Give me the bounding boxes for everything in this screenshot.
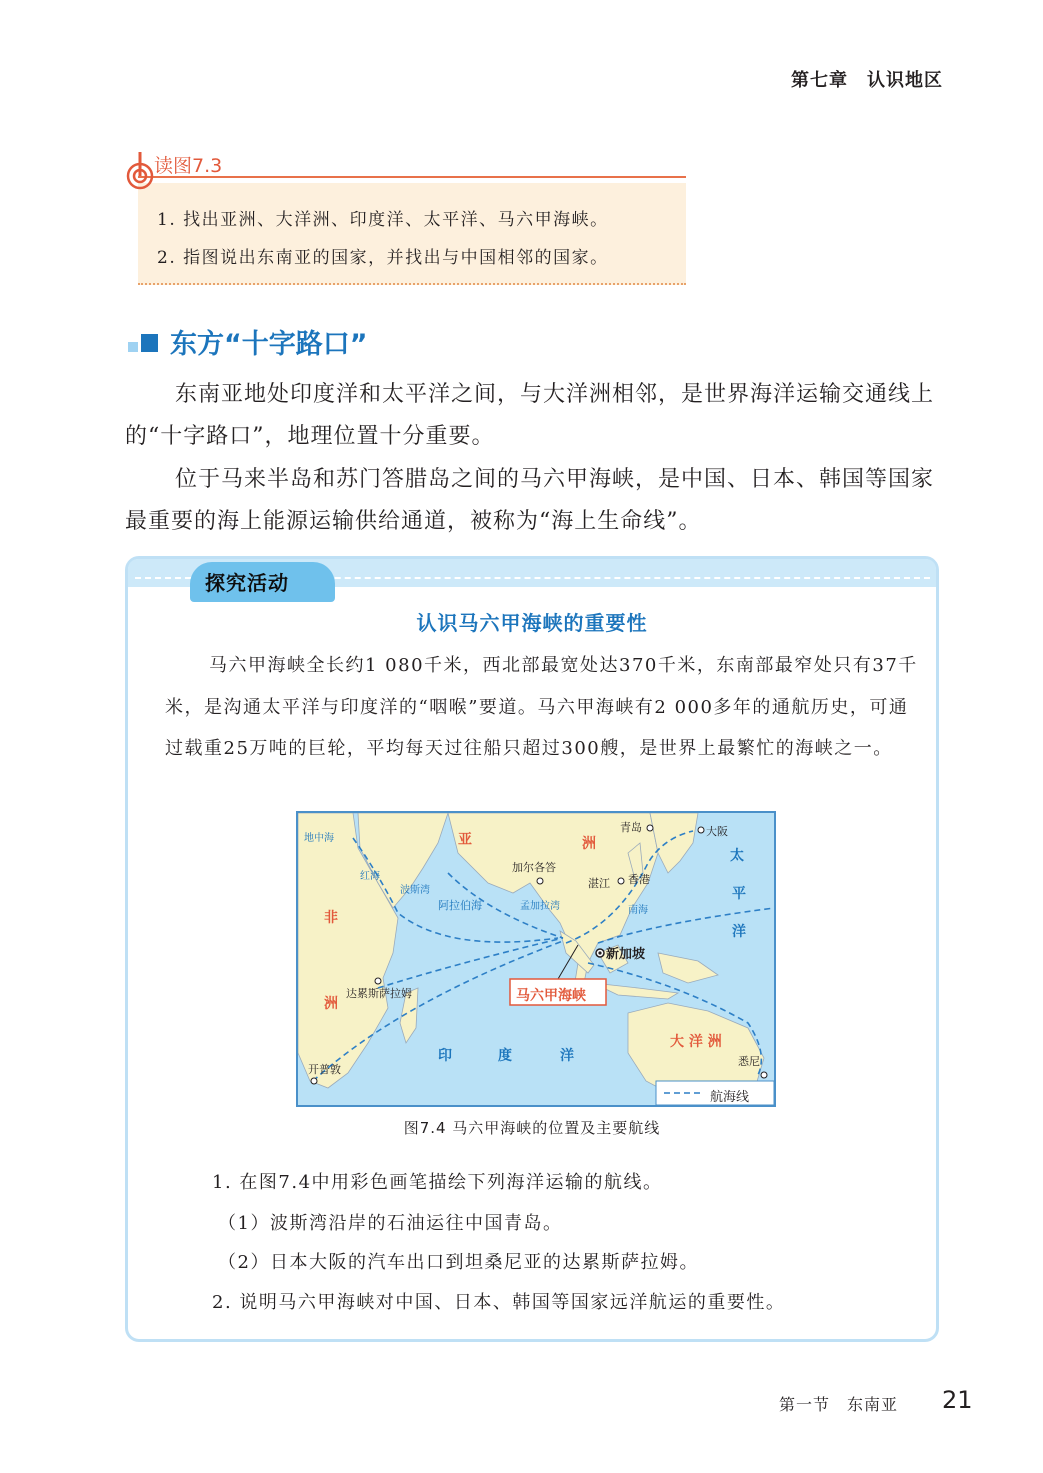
map-city-label: 大阪 <box>706 825 728 838</box>
map-city-label: 悉尼 <box>738 1055 760 1068</box>
explore-text: 马六甲海峡全长约1 080千米，西北部最宽处达370千米，东南部最窄处只有37千米，是沟通太平洋与印度洋的“咽喉”要道。马六甲海峡有2 000多年的通航历史，可通过载重25万吨的巨轮，平均每天过往船只超过300艘，是世界上最繁忙的海峡之一。 <box>165 655 918 759</box>
strait-label: 马六甲海峡 <box>516 988 586 1004</box>
read-figure-item: 1. 找出亚洲、大洋洲、印度洋、太平洋、马六甲海峡。 <box>157 210 609 230</box>
body-paragraph: 东南亚地处印度洋和太平洋之间，与大洋洲相邻，是世界海洋运输交通线上的“十字路口”，地理位置十分重要。 <box>125 382 935 449</box>
body-paragraph: 位于马来半岛和苏门答腊岛之间的马六甲海峡，是中国、日本、韩国等国家最重要的海上能源运输供给通道，被称为“海上生命线”。 <box>125 467 935 534</box>
map-label-continent: 洲 <box>582 836 596 852</box>
figure-caption: 图7.4 马六甲海峡的位置及主要航线 <box>403 1119 661 1137</box>
map-label-sea: 阿拉伯海 <box>438 899 482 912</box>
map-city-label: 达累斯萨拉姆 <box>346 987 412 1000</box>
malacca-map <box>296 811 776 1107</box>
explore-tab-label: 探究活动 <box>205 571 289 595</box>
read-figure-title: 读图7.3 <box>154 155 223 177</box>
footer-section: 第一节 东南亚 <box>779 1395 899 1414</box>
map-city-label: 加尔各答 <box>512 861 556 874</box>
task-item: 2. 说明马六甲海峡对中国、日本、韩国等国家远洋航运的重要性。 <box>212 1292 786 1313</box>
map-city-label: 青岛 <box>620 821 642 834</box>
map-label-continent: 大 洋 洲 <box>670 1034 722 1050</box>
section-title: 东方“十字路口” <box>170 329 368 360</box>
map-label-sea: 地中海 <box>304 833 334 844</box>
map-label-sea: 红海 <box>360 871 380 882</box>
map-label-continent: 亚 <box>458 832 472 848</box>
map-legend-label: 航海线 <box>710 1090 750 1105</box>
map-label-sea: 南海 <box>628 905 648 916</box>
map-label-ocean: 洋 <box>732 924 746 940</box>
map-graphic <box>298 813 774 1105</box>
map-label-ocean: 印 <box>438 1048 452 1064</box>
task-item: 1. 在图7.4中用彩色画笔描绘下列海洋运输的航线。 <box>212 1172 663 1193</box>
map-label-continent: 非 <box>324 910 338 926</box>
read-figure-box <box>138 183 686 285</box>
map-label-sea: 孟加拉湾 <box>520 901 560 912</box>
page-number: 21 <box>942 1386 973 1414</box>
map-city-label: 开普敦 <box>308 1063 341 1076</box>
map-label-ocean: 平 <box>732 886 746 902</box>
map-label-continent: 洲 <box>324 996 338 1012</box>
map-city-label: 湛江 <box>588 877 610 890</box>
read-figure-item: 2. 指图说出东南亚的国家，并找出与中国相邻的国家。 <box>157 248 609 268</box>
map-label-ocean: 洋 <box>560 1048 574 1064</box>
map-label-sea: 波斯湾 <box>400 885 430 896</box>
map-city-label: 新加坡 <box>606 947 646 962</box>
task-subitem: （1）波斯湾沿岸的石油运往中国青岛。 <box>218 1213 563 1234</box>
task-subitem: （2）日本大阪的汽车出口到坦桑尼亚的达累斯萨拉姆。 <box>218 1252 699 1273</box>
map-label-ocean: 太 <box>730 848 744 864</box>
explore-subtitle: 认识马六甲海峡的重要性 <box>416 611 648 635</box>
chapter-header: 第七章 认识地区 <box>791 70 943 91</box>
map-label-ocean: 度 <box>498 1048 512 1064</box>
map-city-label: 香港 <box>628 873 650 886</box>
target-icon <box>124 150 158 190</box>
section-marker-icon <box>128 332 158 354</box>
